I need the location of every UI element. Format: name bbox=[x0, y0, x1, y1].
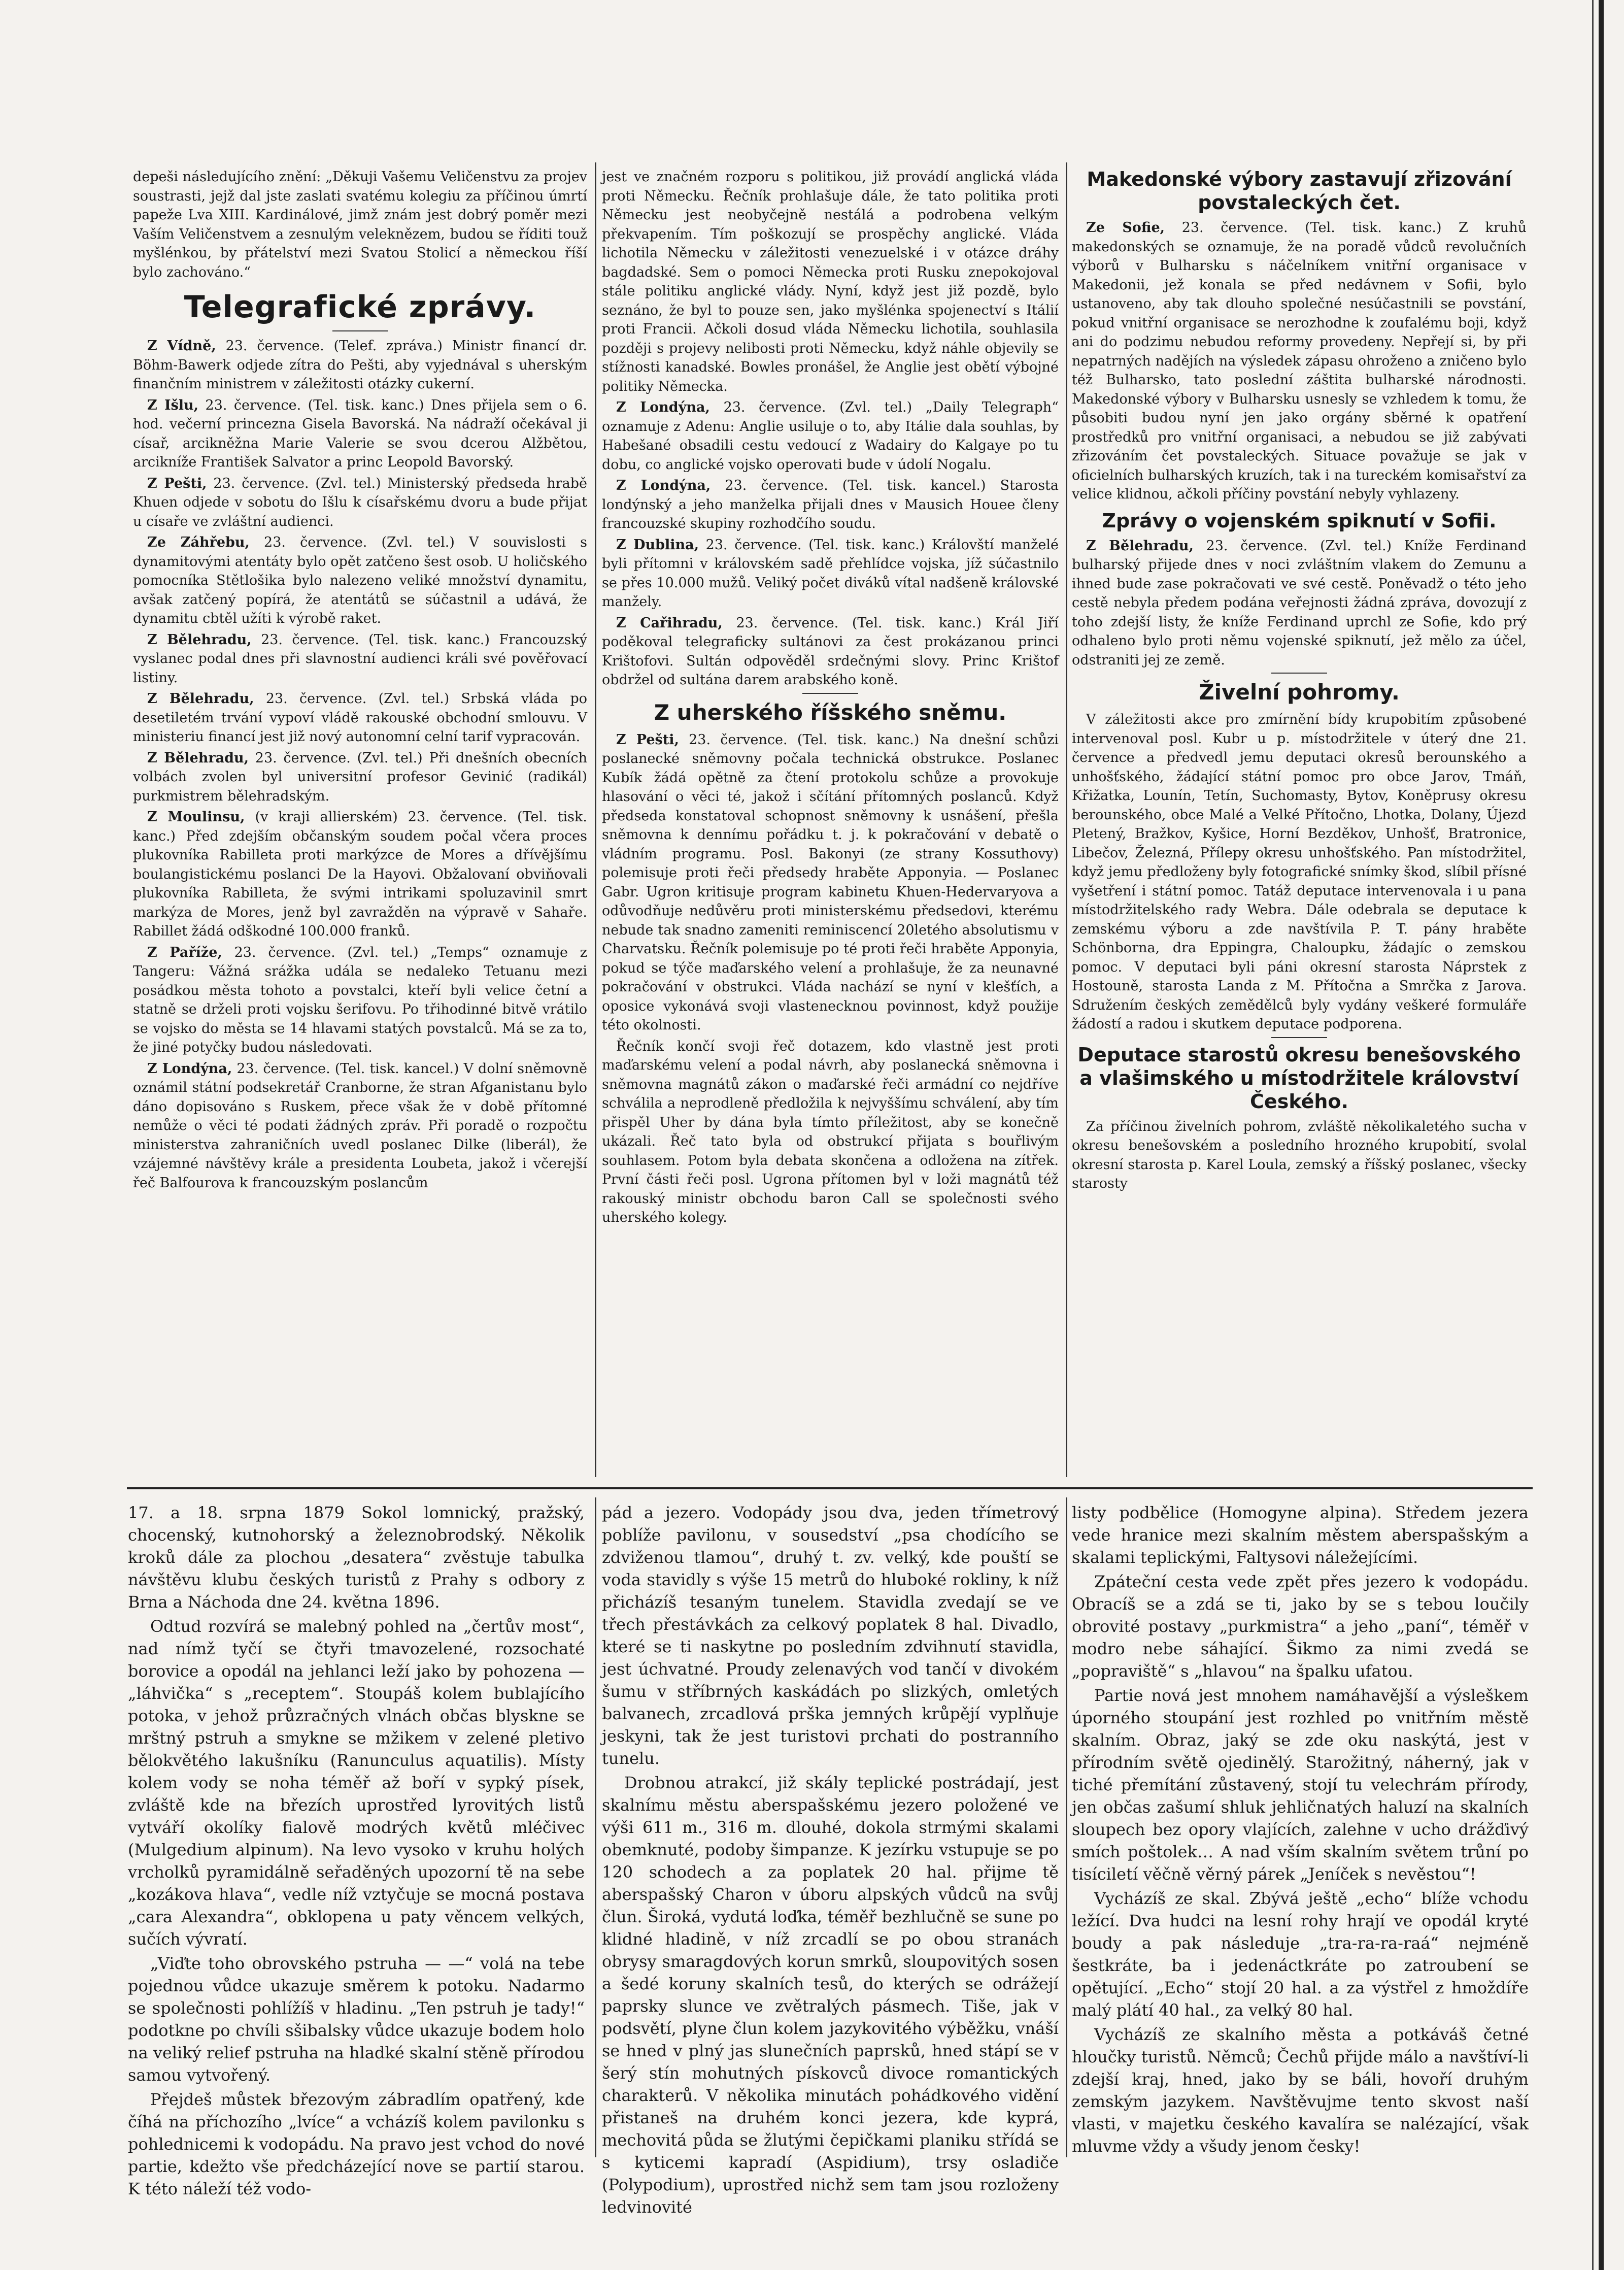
news-item: Z Moulinsu, (v kraji allierském) 23. července. (Tel. tisk. kanc.) Před zdejším občanským soudem počal včera proces plukovníka Rabilleta proti markýzce de Mores a dřívějšímu boulangistickému poslanci De la Hayovi. Obžalovaní obviňovali plukovníka Rabilleta, že svými intrikami spoluzavinil smrt markýza de Mores, jenž byl zavražděn na výpravě v Sahaře. Rabillet žádá odškodné 100.000 franků. bbox=[133, 809, 587, 939]
feuilleton-paragraph: 17. a 18. srpna 1879 Sokol lomnický, pražský, chocenský, kutnohorský a železnobrodský. Několik kroků dále za plochou „desatera“ zvěstuje tabulka návštěvu klubu českých turistů z Prahy s odbory z Brna a Náchoda dne 24. května 1896. bbox=[128, 1503, 585, 1612]
feuilleton-paragraph: pád a jezero. Vodopády jsou dva, jeden třímetrový poblíže pavilonu, v sousedství „psa chodícího se zdviženou tlamou“, druhý t. zv. velký, kde pouští se voda stavidly s výše 15 metrů do hluboké rokliny, k níž přicházíš tesaným tunelem. Stavidla zvedají se ve třech přestávkách za celkový poplatek 8 hal. Divadlo, které se ti naskytne po posledním zdvihnutí stavidla, jest úchvatné. Proudy zelenavých vod tančí v divokém šumu v stříbrných kaskádách po slizkých, omletých balvanech, zrcadlová prška jemných krůpějí vyplňuje jeskyni, tak že jest turistovi prchati do postranního tunelu. bbox=[602, 1503, 1059, 1768]
feuilleton-paragraph: Vycházíš ze skal. Zbývá ještě „echo“ blíže vchodu ležící. Dva hudci na lesní rohy hrají ve opodál kryté boudy a pak následuje „tra-ra-ra-raá“ nejméně šestkráte, ba i jedenáctkráte po zatroubení se opětující. „Echo“ stojí 20 hal. a za výstřel z hmoždíře malý plátí 40 hal., za velký 80 hal. bbox=[1072, 1889, 1529, 2020]
feuilleton-paragraph: Drobnou atrakcí, již skály teplické postrádají, jest skalnímu městu aberspašskému jezero položené ve výši 611 m., 316 m. dlouhé, dokola strmými skalami obemknuté, podoby šimpanze. K jezírku vstupuje se po 120 schodech a za poplatek 20 hal. přijme tě aberspašský Charon v úboru alpských vůdců na svůj člun. Široká, vydutá loďka, téměř bezhlučně se sune po klidné hladině, v níž zrcadlí se po obou stranách obrysy smaragdových korun smrků, sloupovitých sosen a šedé koruny skalních tesů, do kterých se odrážejí paprsky slunce ve zvětralých pásmech. Tiše, jak v podsvětí, plyne člun kolem jazykovitého výběžku, vnáší se hned v plný jas slunečních paprsků, hned stápí se v šerý stín mohutných pískovců divoce romantických charakterů. V několika minutách pohádkového vidění přistaneš na druhém konci jezera, kde kyprá, mechovitá půda se žlutými čepičkami planiku střídá se s kyticemi kapradí (Aspidium), trsy osladiče (Polypodium), uprostřed nichž sem tam jsou rozloženy ledvinovité bbox=[602, 1773, 1059, 2217]
session-report: Z Pešti, 23. července. (Tel. tisk. kanc.) Na dnešní schůzi poslanecké sněmovny počala technická obstrukce. Poslanec Kubík žádá opětně za čtení protokolu schůze a provokuje hlasování o věci té, jakož i sčítání přítomných poslanců. Když předseda konstatoval schopnost sněmovny k usnášení, přešla sněmovna k dennímu pořádku t. j. k pokračování v debatě o vládním programu. Posl. Bakonyi (ze strany Kossuthovy) polemisuje proti řeči předsedy hraběte Apponyia. — Poslanec Gabr. Ugron kritisuje program kabinetu Khuen-Hedervaryova a odůvodňuje nedůvěru proti ministerskému předsedovi, kterému nebude tak snadno zameniti reminiscencí 20letého absolutismu v Charvatsku. Řečník polemisuje po té proti řeči hraběte Apponyia, pokud se týče maďarského velení a prohlašuje, že za neunavné pokračování v obstrukci. Vláda nachází se nyní v klešťích, a oposice vykonává svoji vlastenecknou povinnost, když použije této okolnosti. bbox=[602, 731, 1059, 1033]
column-1 bbox=[133, 168, 587, 1477]
makedonské-výbory-heading: Makedonské výbory zastavují zřizování povstaleckých čet. bbox=[1087, 168, 1512, 214]
news-item: Ze Sofie, 23. července. (Tel. tisk. kanc.) Z kruhů makedonských se oznamuje, že na poradě vůdců revolučních výborů v Bulharsku s náčelníkem vnitřní organisace v Makedonii, jež konala se před nedávnem v Sofii, bylo ustanoveno, aby tak dlouho společné nesúčastnili se povstání, pokud vnitřní organisace se nerozhodne k zoufalému boji, když ani do podzimu nebudou reformy provedeny. Nepřejí si, by při nepatrných nadějích na výsledek zápasu ohroženo a zničeno bylo též Bulharsko, tato poslední záštita bulharské národnosti. Makedonské výbory v Bulharsku usnesly se vzhledem k tomu, že působiti budou nyní jen jako orgány sběrné k opatření prostředků pro vnitřní organisaci, a nebudou se již zabývati zřizováním čet povstaleckých. Situace považuje se jak v oficielních bulharských kruzích, tak i na tureckém komisařství za velice klidnou, ačkoli příčiny povstání nebyly vyhlazeny. bbox=[1072, 220, 1527, 502]
news-item: Z Londýna, 23. července. (Zvl. tel.) „Daily Telegraph“ oznamuje z Adenu: Anglie usiluje o to, aby Itálie dala souhlas, by Habešané obsadili cestu vedoucí z Wadairy do Kalgaye po tu dobu, co anglické vojsko operovati bude v údolí Nogalu. bbox=[602, 399, 1059, 473]
feuilleton-column-2 bbox=[602, 1501, 1059, 2217]
news-item: Z Išlu, 23. července. (Tel. tisk. kanc.) Dnes přijela sem o 6. hod. večerní princezna Gisela Bavorská. Na nádraží očekával ji císař, arcikněžna Marie Valerie se svou dcerou Alžbětou, arcikníže František Salvator a princ Leopold Bavorský. bbox=[133, 397, 587, 470]
feuilleton-column-divider bbox=[595, 1497, 596, 2157]
news-item: Z Londýna, 23. července. (Tel. tisk. kancel.) Starosta londýnský a jeho manželka přijali dnes v Mausich Houee členy francouzské skupiny rozhodčího soudu. bbox=[602, 478, 1059, 531]
news-item: Z Dublina, 23. července. (Tel. tisk. kanc.) Královští manželé byli přítomni v královském sadě přehlídce vojska, jíž súčastnilo se přes 10.000 mužů. Veliký počet diváků vítal nadšeně královské manžely. bbox=[602, 537, 1059, 610]
feuilleton-divider bbox=[127, 1487, 1533, 1489]
news-item: V záležitosti akce pro zmírnění bídy krupobitím způsobené intervenoval posl. Kubr u p. místodržitele v úterý dne 21. července a předvedl jemu deputaci okresů berounského a unhošťského, žádající státní pomoc pro obce Jarov, Tmáň, Křižatka, Lounín, Tetín, Suchomasty, Bytov, Koněprusy okresu berounského, obce Malé a Velké Přítočno, Lhotka, Dolany, Újezd Pletený, Bražkov, Kyšice, Horní Bezděkov, Unhošť, Bratronice, Libečov, Železná, Přílepy okresu unhošťského. Pan místodržitel, když jemu předloženy byly fotografické snímky škod, slíbil přísné vyšetření i státní pomoc. Tatáž deputace intervenovala i u pana místodržitelského rady Webra. Dále odebrala se deputace k zemskému výboru a zde navštívila P. T. pány hraběte Schönborna, dra Eppingra, Chaloupku, žádajíc o zemskou pomoc. V deputaci byli páni okresní starosta Náprstek z Hostouně, starosta Landa z M. Přítočna a Smrčka z Jarova. Sdružením českých zemědělců byly vydány veškeré formuláře žádostí a radou i skutkem deputace podporena. bbox=[1072, 712, 1527, 1032]
feuilleton-paragraph: Vycházíš ze skalního města a potkáváš četné hloučky turistů. Němců; Čechů přijde málo a navštíví-li zdejší kraj, hned, jako by se báli, hovoří druhým zemským jazykem. Navštěvujme tento skvost naší vlasti, v majetku českého kavalíra se nalézající, však mluvme vždy a všudy jenom česky! bbox=[1072, 2025, 1529, 2156]
page-border-rule-inner bbox=[1592, 0, 1594, 2270]
news-item: Z Londýna, 23. července. (Tel. tisk. kancel.) V dolní sněmovně oznámil státní podsekretář Cranborne, že stran Afganistanu bylo dáno dopisováno s Ruskem, přece však že v době přítomné nemůže o věci té podati žádných zpráv. Při poradě o rozpočtu ministerstva zahraničních uvedl poslanec Dilke (liberál), že vzájemné návštěvy krále a presidenta Loubeta, jakož i včerejší řeč Balfourova k francouzským poslancům bbox=[133, 1060, 587, 1191]
feuilleton-paragraph: listy podbělice (Homogyne alpina). Středem jezera vede hranice mezi skalním městem aberspašským a skalami teplickými, Faltysovi náležejícími. bbox=[1072, 1503, 1529, 1567]
news-item: Z Bělehradu, 23. července. (Zvl. tel.) Srbská vláda po desetiletém trvání vypoví vládě rakouské obchodní smlouvu. V ministeriu financí jest již nový autonomní celní tarif vypracován. bbox=[133, 691, 588, 745]
news-item: Ze Záhřebu, 23. července. (Zvl. tel.) V souvislosti s dynamitovými atentáty bylo opět zatčeno šest osob. U holičského pomocníka Stětlošika bylo nalezeno veliké množství dynamitu, avšak zatčený popírá, že atentátů se súčastnil a udává, že dynamitu cbtěl užíti k výrobě raket. bbox=[133, 535, 588, 626]
section-separator bbox=[802, 693, 858, 694]
vojenské-spiknutí-heading: Zprávy o vojenském spiknutí v Sofii. bbox=[1102, 509, 1497, 532]
news-item: Z Bělehradu, 23. července. (Tel. tisk. kanc.) Francouzský vyslanec podal dnes při slavnostní audienci králi své pověřovací listiny. bbox=[133, 631, 587, 686]
section-separator bbox=[1271, 1037, 1327, 1038]
živelní-pohromy-heading: Živelní pohromy. bbox=[1199, 680, 1400, 705]
news-item: Z Vídně, 23. července. (Telef. zpráva.) Ministr financí dr. Böhm-Bawerk odjede zítra do Pešti, aby vyjednával s uherským finančním ministrem v záležitosti otázky cukerní. bbox=[133, 338, 587, 392]
column-divider bbox=[1066, 162, 1067, 1477]
feuilleton-column-divider bbox=[1066, 1497, 1067, 2157]
feuilleton-column-1 bbox=[128, 1501, 585, 2198]
news-item: Z Bělehradu, 23. července. (Zvl. tel.) Při dnešních obecních volbách zvolen byl universitní profesor Gevinić (radikál) purkmistrem bělehradským. bbox=[133, 750, 587, 804]
news-item: Z Cařihradu, 23. července. (Tel. tisk. kanc.) Král Jiří poděkoval telegraficky sultánovi za čest prokázanou princi Krištofovi. Sultán odpověděl srdečnými slovy. Princ Krištof obdržel od sultána darem arabského koně. bbox=[602, 615, 1059, 688]
feuilleton-paragraph: Zpáteční cesta vede zpět přes jezero k vodopádu. Obracíš se a zdá se ti, jako by se s tebou loučily obrovité postavy „purkmistra“ a jeho „paní“, téměř v modro nebe sáhající. Šikmo za nimi zvedá se „popraviště“ s „hlavou“ na špalku ufatou. bbox=[1072, 1572, 1529, 1681]
column-divider bbox=[595, 162, 596, 1477]
news-item: Z Bělehradu, 23. července. (Zvl. tel.) Kníže Ferdinand bulharský přijede dnes v noci zvláštním vlakem do Zemunu a ihned bude zase pokračovati ve své cestě. Poněvadž o této jeho cestě nebyla předem podána veřejnosti žádná zpráva, dovozují z toho zdejší listy, že kníže Ferdinand uprchl ze Sofie, kdo prý odhaleno bylo proti němu vojenské spiknutí, jež mělo za účel, odstraniti jej ze země. bbox=[1072, 538, 1527, 668]
feuilleton-paragraph: Partie nová jest mnohem namáhavější a výsleškem úporného stoupání jest rozhled po vnitřním městě skalním. Obraz, jaký se zde oku naskýtá, jest v přírodním světě ojedinělý. Starožitný, náherný, jak v tiché přemítání zůstavený, stojí tu velechrám přírody, jen občas zašumí shluk jehličnatých haluzí na skalních sloupech bez opory vlajících, zalehne v ucho drážďivý smích poštolek… A nad vším skalním světem trůní po tisíciletí věčně věrný párek „Jeníček s nevěstou“! bbox=[1072, 1686, 1529, 1884]
news-item: Za příčinou živelních pohrom, zvláště několikaletého sucha v okresu benešovském a posledního hrozného krupobití, svolal okresní starosta p. Karel Loula, zemský a říšský poslanec, všecky starosty bbox=[1072, 1118, 1527, 1191]
feuilleton-column-3 bbox=[1072, 1501, 1529, 2156]
session-report-continued: Řečník končí svoji řeč dotazem, kdo vlastně jest proti maďarskému velení a podal návrh, aby poslanecká sněmovna i sněmovna magnátů zákon o maďarské řeči armádní co nejdříve schválila a neprodleně předložila k nejvyššímu schválení, aby tím přispěl Uher by dána byla tímto příležitost, aby se konečně ukázali. Řeč tato byla od obstrukcí přijata s bouřlivým souhlasem. Potom byla debata skončena a odložena na zítřek. První části řeči posl. Ugrona přítomen byl v loži magnátů též rakouský ministr obchodu baron Call se společnosti svého uherského kolegy. bbox=[602, 1038, 1059, 1225]
news-item: Z Paříže, 23. července. (Zvl. tel.) „Temps“ oznamuje z Tangeru: Vážná srážka udála se nedaleko Tetuanu mezi posádkou města tohoto a povstalci, kteří byli velice četní a statně se drželi proti vojsku šerifovu. Po třihodinné bitvě vrátilo se vojsko do města se 14 hlavami statých povstalců. Má se za to, že jiné potyčky budou následovati. bbox=[133, 944, 587, 1055]
col2-intro: jest ve značném rozporu s politikou, již provádí anglická vláda proti Německu. Řečník prohlašuje dále, že tato politika proti Německu jest neobyčejně nestálá a podrobena velkým překvapením. Tím poškozují se prospěchy anglické. Vláda lichotila Německu v záležitosti venezuelské i v otázce dráhy bagdadské. Sem o pomoci Německa proti Rusku znepokojoval stále politiku anglické vlády. Nyní, když jest již pozdě, bylo seznáno, že byl to pouze sen, jako myšlénka spojenectví s Itálií proti Francii. Ačkoli dosud vláda Německu lichotila, souhlasila později s projevy nelibosti proti Německu, když náhle objevily se stížnosti kanadské. Bowles pronášel, že Anglie jest obětí výbojné politiky Německa. bbox=[602, 169, 1059, 394]
deputace-starostů-heading: Deputace starostů okresu benešovského a vlašimského u místodržitele království Českého. bbox=[1077, 1043, 1521, 1113]
feuilleton-paragraph: Odtud rozvírá se malebný pohled na „čertův most“, nad nímž tyčí se čtyři tmavozelené, rozsochaté borovice a opodál na jehlanci leží jako by pohozena — „láhvička“ s „receptem“. Stoupáš kolem bublajícího potoka, v jehož průzračných vlnách občas blyskne se mrštný pstruh a smykne se mžikem v zelené pletivo bělokvětého lakušníku (Ranunculus aquatilis). Místy kolem vody se noha téměř až boří v sypký písek, zvláště kde na březích uprostřed lyrovitých listů vytváří okolíky fialově modrých květů mléčivec (Mulgedium alpinum). Na levo vysoko v kruhu holých vrcholků pyramidálně seřaděných upozorní tě na sebe „kozákova hlava“, vedle níž vztyčuje se mocná postava „cara Alexandra“, obklopena u paty věncem velkých, sučích vývratí. bbox=[128, 1617, 585, 1949]
telegrafické-zprávy-heading: Telegrafické zprávy. bbox=[184, 289, 536, 325]
heading-separator bbox=[332, 330, 388, 331]
news-item: Z Pešti, 23. července. (Zvl. tel.) Ministerský předseda hrabě Khuen odjede v sobotu do Išlu k císařskému dvoru a bude přijat u císaře ve zvláštní audienci. bbox=[133, 475, 587, 529]
col1-intro: depeši následujícího znění: „Děkuji Vašemu Veličenstvu za projev soustrasti, jejž dal jste zaslati svatému kolegiu za příčinou úmrtí papeže Lva XIII. Kardinálové, jimž znám jest dobrý poměr mezi Vaším Veličenstvem a zesnulým veleknězem, budou se říditi touž myšlénkou, by přátelství mezi Svatou Stolicí a německou říší bylo zachováno.“ bbox=[133, 169, 587, 280]
column-3 bbox=[1072, 168, 1527, 1477]
section-separator bbox=[1271, 673, 1327, 674]
uherský-sněm-heading: Z uherského říšského sněmu. bbox=[654, 699, 1007, 725]
feuilleton-paragraph: „Viďte toho obrovského pstruha — —“ volá na tebe pojednou vůdce ukazuje směrem k potoku. Nadarmo se společnosti pohlížíš v hladinu. „Ten pstruh je tady!“ podotkne po chvíli sšibalsky vůdce ukazuje bodem holo na veliký relief pstruha na hladké skalní stěně přírodou samou vytvořený. bbox=[128, 1954, 585, 2085]
page-border-rule bbox=[1599, 0, 1604, 2270]
feuilleton-paragraph: Přejdeš můstek březovým zábradlím opatřený, kde číhá na příchozího „lvíce“ a vcházíš kolem pavilonku s pohlednicemi k vodopádu. Na pravo jest vchod do nové partie, kdežto vše předcházející nove se partií starou. K této náleží též vodo- bbox=[128, 2090, 585, 2198]
column-2 bbox=[602, 168, 1059, 1477]
